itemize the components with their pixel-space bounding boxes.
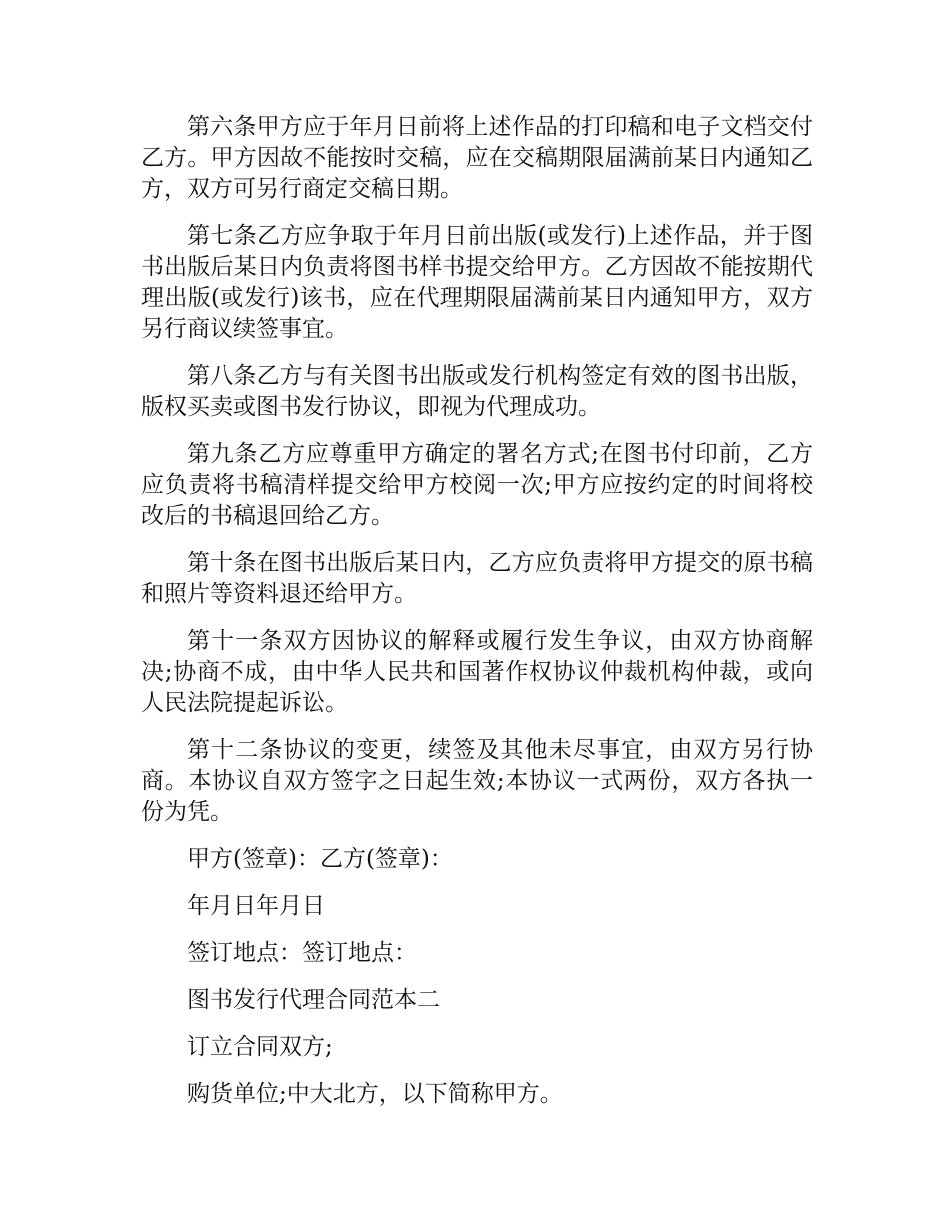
document-page (141, 112, 813, 1126)
signing-location-line: 签订地点：签订地点： (187, 940, 417, 966)
signature-line: 甲方(签章)：乙方(签章)： (187, 846, 453, 872)
clause-8-paragraph: 第八条乙方与有关图书出版或发行机构签定有效的图书出版，版权买卖或图书发行协议，即视为代理成功。 (141, 363, 813, 420)
clause-7-paragraph: 第七条乙方应争取于年月日前出版(或发行)上述作品，并于图书出版后某日内负责将图书样书提交给甲方。乙方因故不能按期代理出版(或发行)该书，应在代理期限届满前某日内通知甲方，双方另行商议续签事宜。 (141, 223, 813, 342)
clause-12-paragraph: 第十二条协议的变更，续签及其他未尽事宜，由双方另行协商。本协议自双方签字之日起生效;本协议一式两份，双方各执一份为凭。 (141, 737, 813, 825)
date-line: 年月日年月日 (187, 893, 325, 919)
clause-11-paragraph: 第十一条双方因协议的解释或履行发生争议，由双方协商解决;协商不成，由中华人民共和国著作权协议仲裁机构仲裁，或向人民法院提起诉讼。 (141, 628, 813, 716)
template-title: 图书发行代理合同范本二 (187, 987, 440, 1013)
clause-9-paragraph: 第九条乙方应尊重甲方确定的署名方式;在图书付印前，乙方应负责将书稿清样提交给甲方校阅一次;甲方应按约定的时间将校改后的书稿退回给乙方。 (141, 441, 813, 529)
clause-10-paragraph: 第十条在图书出版后某日内，乙方应负责将甲方提交的原书稿和照片等资料退还给甲方。 (141, 550, 813, 607)
contracting-parties-line: 订立合同双方; (187, 1034, 333, 1060)
clause-6-paragraph: 第六条甲方应于年月日前将上述作品的打印稿和电子文档交付乙方。甲方因故不能按时交稿，应在交稿期限届满前某日内通知乙方，双方可另行商定交稿日期。 (141, 114, 813, 202)
purchaser-line: 购货单位;中大北方，以下简称甲方。 (187, 1081, 563, 1107)
